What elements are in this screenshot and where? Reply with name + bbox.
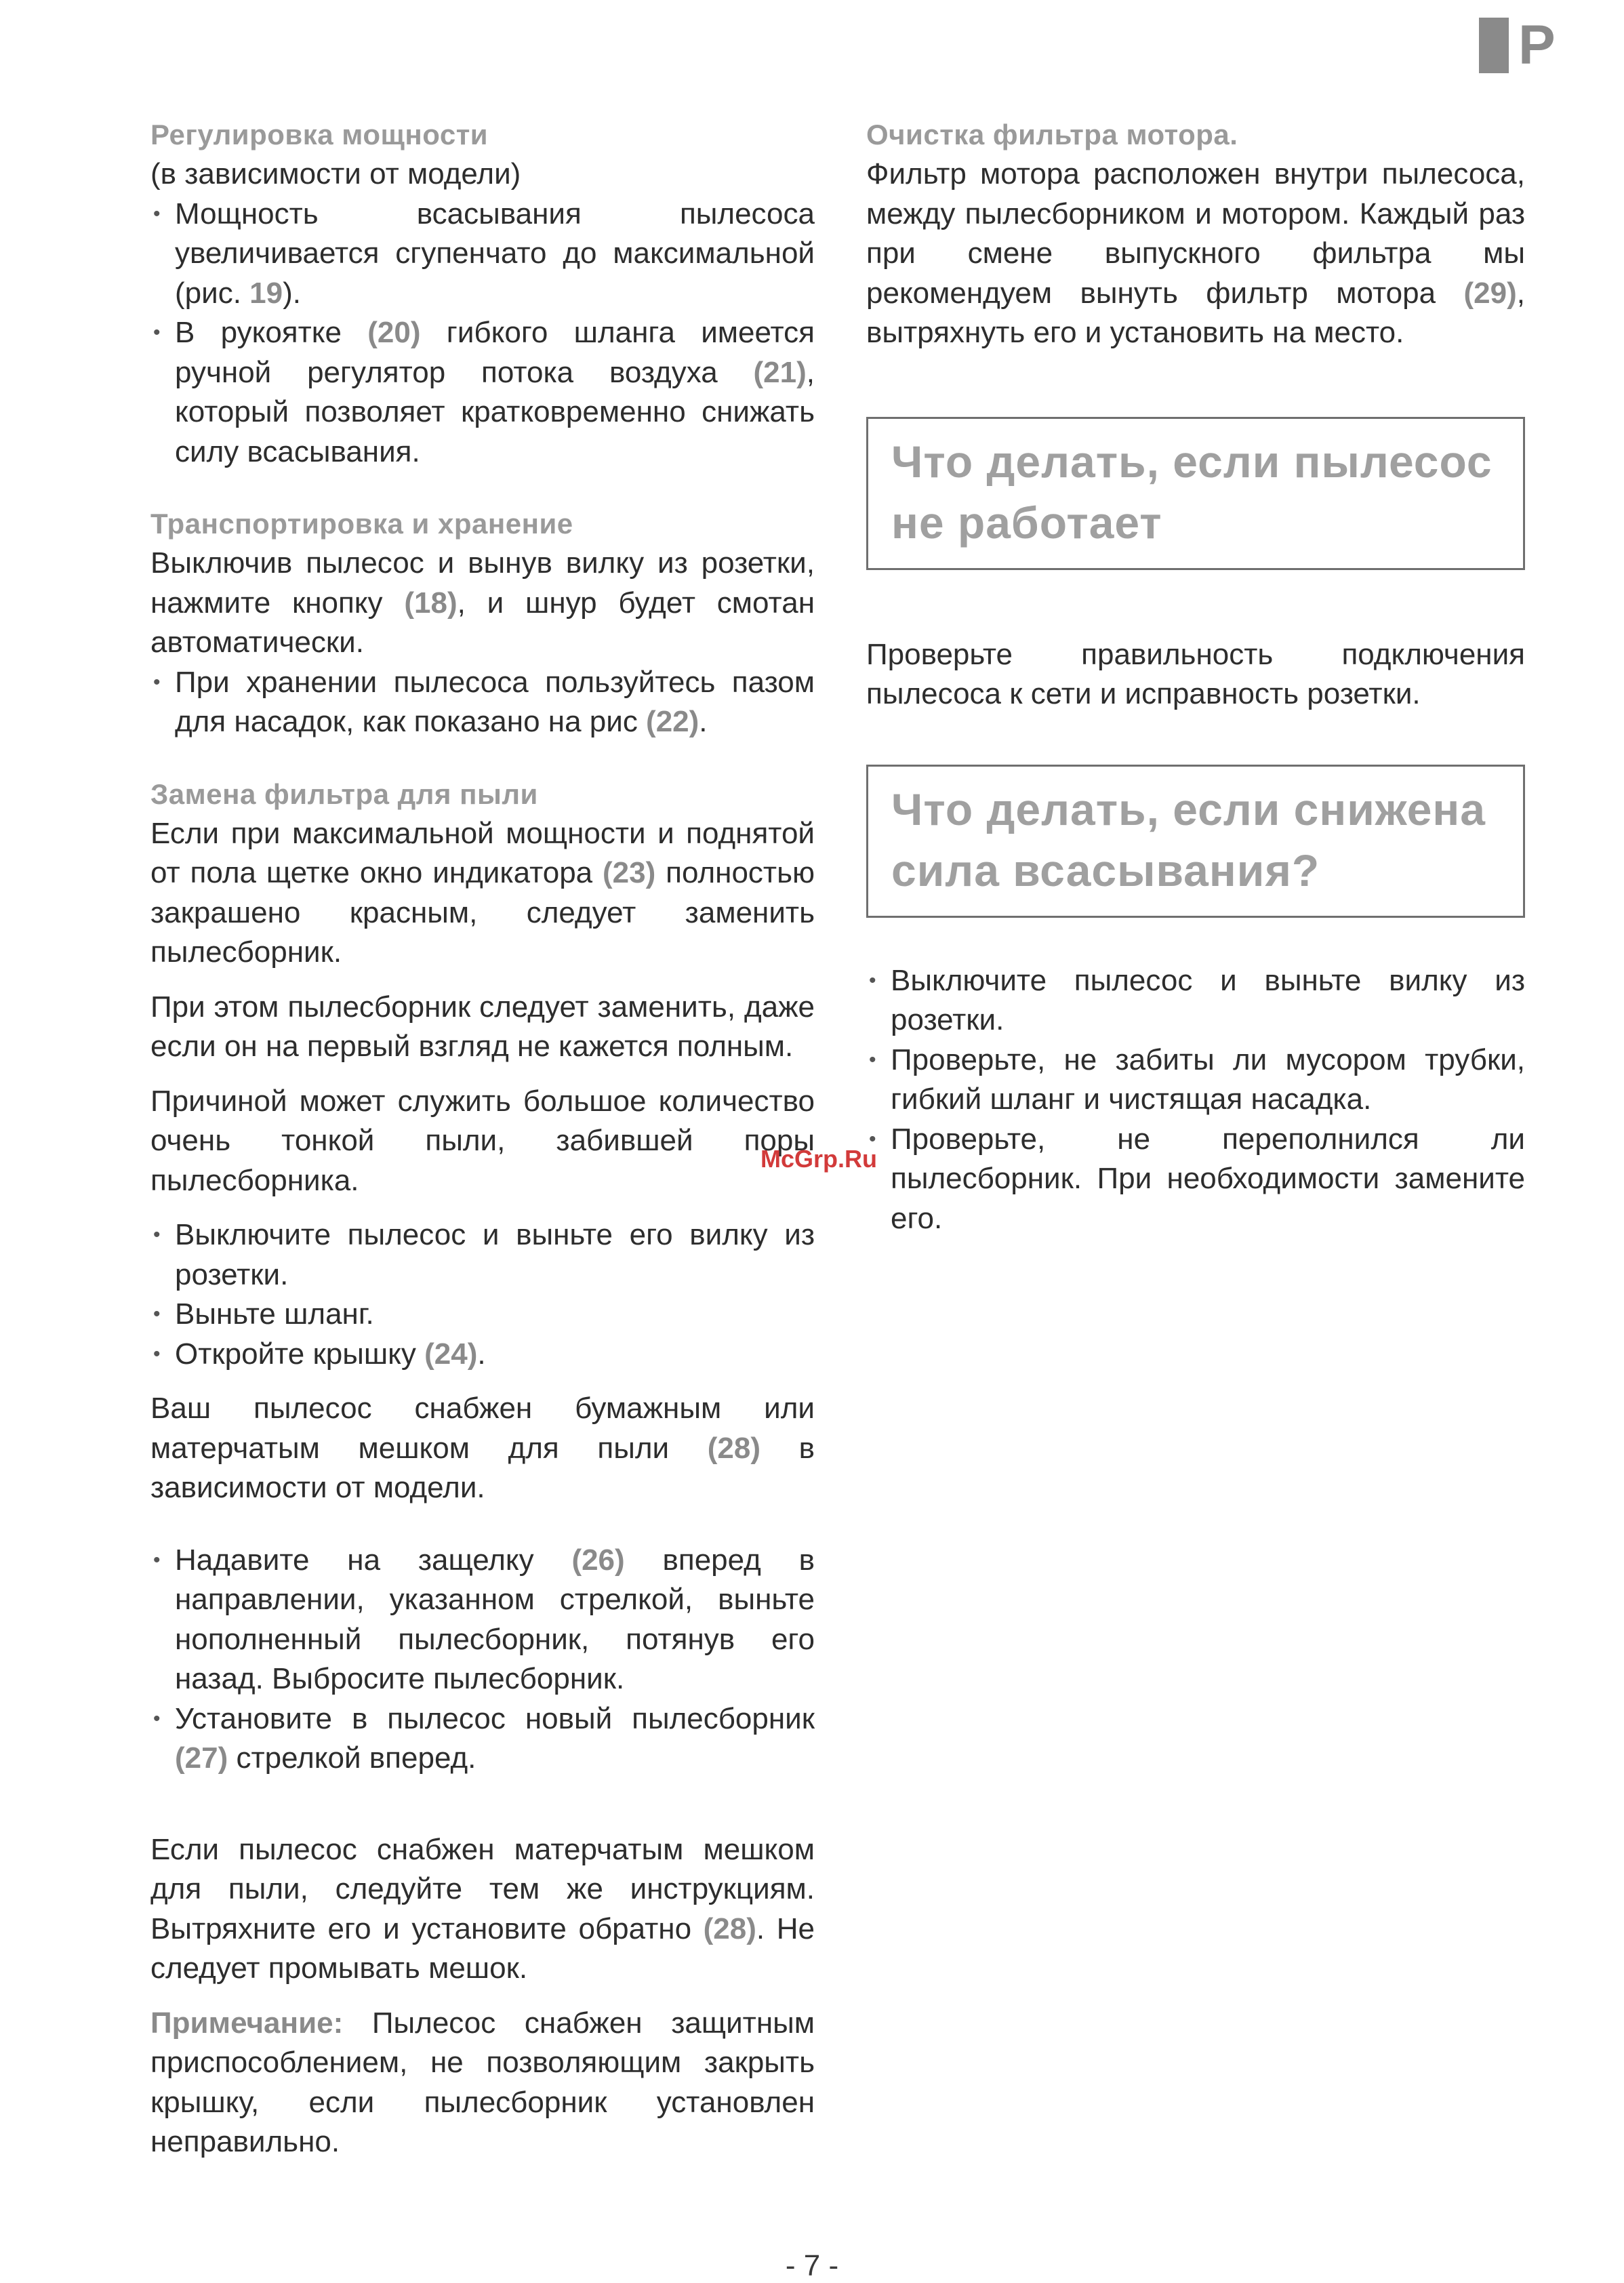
list-item: • Выключите пылесос и выньте вилку из розетки. bbox=[866, 961, 1525, 1041]
list-item: • Выньте шланг. bbox=[150, 1295, 815, 1335]
section-power-regulation bbox=[150, 115, 815, 472]
list-item: • Установите в пылесос новый пылесборник (27) стрелкой вперед. bbox=[150, 1699, 815, 1779]
right-column bbox=[866, 115, 1525, 1238]
box-title-line-1: Что делать, если снижена bbox=[891, 784, 1486, 834]
language-letter: P bbox=[1518, 14, 1556, 76]
heading-motor-filter: Очистка фильтра мотора. bbox=[866, 119, 1238, 150]
power-bullets bbox=[150, 195, 815, 472]
list-item: • Откройте крышку (24). bbox=[150, 1335, 815, 1375]
note-label: Примечание: bbox=[150, 2006, 344, 2040]
filter-paragraph-3: Причиной может служить большое количество очень тонкой пыли, забившей поры пылесборника. bbox=[150, 1084, 815, 1197]
transport-paragraph: Выключив пылесос и вынув вилку из розетки, нажмите кнопку (18), и шнур будет смотан автоматически. bbox=[150, 546, 815, 659]
motor-filter-paragraph: Фильтр мотора расположен внутри пылесоса, между пылесборником и мотором. Каждый раз при смене выпускного фильтра мы рекомендуем вынуть фильтр мотора (29), вытряхнуть его и установить на место. bbox=[866, 157, 1525, 349]
filter-paragraph-2: При этом пылесборник следует заменить, даже если он на первый взгляд не кажется полным. bbox=[150, 990, 815, 1063]
list-item: • Выключите пылесос и выньте его вилку из розетки. bbox=[150, 1215, 815, 1295]
filter-paragraph-1: Если при максимальной мощности и поднятой от пола щетке окно индикатора (23) полностью закрашено красным, следует заменить пылесборник. bbox=[150, 816, 815, 969]
power-subtitle: (в зависимости от модели) bbox=[150, 157, 521, 190]
section-dust-filter-replacement bbox=[150, 775, 815, 2162]
not-working-advice: Проверьте правильность подключения пылесоса к сети и исправность розетки. bbox=[866, 637, 1525, 710]
list-item: • При хранении пылесоса пользуйтесь пазом для насадок, как показано на рис (22). bbox=[150, 663, 815, 742]
troubleshoot-box-low-suction bbox=[866, 765, 1525, 918]
low-suction-bullets bbox=[866, 961, 1525, 1239]
heading-power-regulation: Регулировка мощности bbox=[150, 119, 489, 150]
section-motor-filter bbox=[866, 115, 1525, 353]
list-item: • Проверьте, не переполнился ли пылесборник. При необходимости замените его. bbox=[866, 1120, 1525, 1239]
box-title-line-2: сила всасывания? bbox=[891, 845, 1320, 895]
language-tab-marker bbox=[1479, 18, 1509, 73]
watermark-text: McGrp.Ru bbox=[760, 1145, 878, 1173]
filter-bullets-2 bbox=[150, 1541, 815, 1779]
left-column bbox=[150, 115, 815, 2162]
troubleshoot-box-not-working bbox=[866, 417, 1525, 570]
list-item: • Надавите на защелку (26) вперед в направлении, указанном стрелкой, выньте нополненный пылесборник, потянув его назад. Выбросите пылесборник. bbox=[150, 1541, 815, 1699]
heading-transport-storage: Транспортировка и хранение bbox=[150, 508, 573, 540]
filter-bullets-1 bbox=[150, 1215, 815, 1374]
section-transport-storage bbox=[150, 504, 815, 742]
filter-paragraph-5: Если пылесос снабжен матерчатым мешком для пыли, следуйте тем же инструкциям. Вытряхните его и установите обратно (28). Не следует промывать мешок. bbox=[150, 1832, 815, 1985]
list-item: • Мощность всасывания пылесоса увеличивается сгупенчато до максимальной (рис. 19). bbox=[150, 195, 815, 314]
transport-bullets bbox=[150, 663, 815, 742]
list-item: • Проверьте, не забиты ли мусором трубки, гибкий шланг и чистящая насадка. bbox=[866, 1041, 1525, 1120]
list-item: • В рукоятке (20) гибкого шланга имеется ручной регулятор потока воздуха (21), который позволяет кратковременно снижать силу всасывания. bbox=[150, 313, 815, 472]
filter-note: Примечание: Пылесос снабжен защитным приспособлением, не позволяющим закрыть крышку, если пылесборник установлен неправильно. bbox=[150, 2006, 815, 2158]
heading-dust-filter: Замена фильтра для пыли bbox=[150, 777, 538, 810]
page-number: - 7 - bbox=[785, 2249, 839, 2282]
filter-paragraph-4: Ваш пылесос снабжен бумажным или матерчатым мешком для пыли (28) в зависимости от модели. bbox=[150, 1392, 815, 1504]
box-title-line-2: не работает bbox=[891, 497, 1162, 548]
box-title-line-1: Что делать, если пылесос bbox=[891, 436, 1493, 487]
